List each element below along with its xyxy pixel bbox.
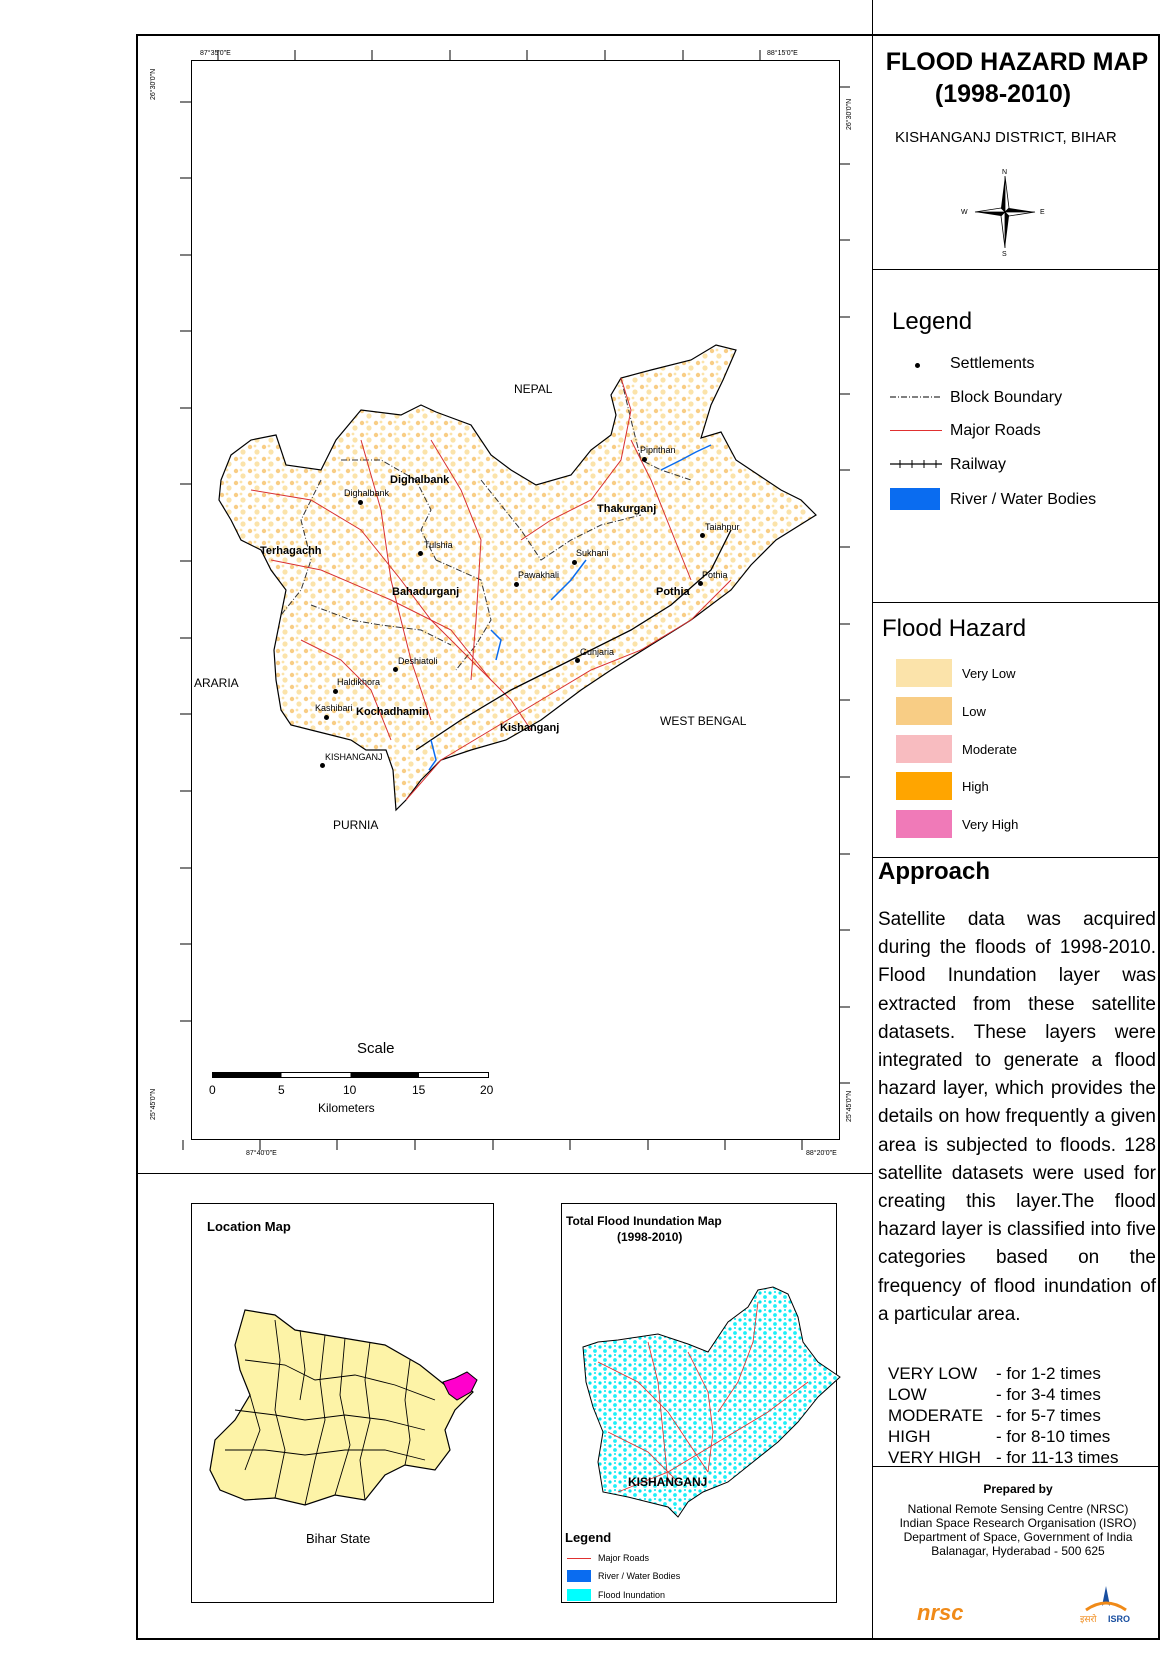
- scale-tick: 10: [343, 1083, 357, 1097]
- svg-text:ISRO: ISRO: [1108, 1614, 1131, 1624]
- settlement-dot: [572, 560, 577, 565]
- legend-label: Block Boundary: [950, 389, 1063, 406]
- block-pothia: Pothia: [656, 586, 690, 598]
- category-row: [888, 1385, 1101, 1405]
- class-label-very-low: Very Low: [962, 666, 1016, 681]
- coord-top-right: 88°15'0"E: [767, 50, 798, 57]
- coord-right-bottom: 25°45'0"N: [846, 1090, 853, 1122]
- block-kishanganj: Kishanganj: [500, 722, 560, 734]
- blue-box-icon: [567, 1570, 591, 1582]
- category-row: [888, 1427, 1110, 1447]
- settlement-dighalbank: Dighalbank: [344, 488, 390, 498]
- category-freq: - for 1-2 times: [996, 1364, 1101, 1383]
- settlement-deshiatoli: Deshiatoli: [398, 656, 438, 666]
- scale-title: Scale: [357, 1040, 395, 1057]
- dot-icon: [915, 363, 920, 368]
- approach-heading: Approach: [878, 858, 991, 885]
- category-name: LOW: [888, 1385, 927, 1404]
- location-map-title: Location Map: [207, 1219, 291, 1234]
- settlement-haldikhora: Haldikhora: [337, 677, 381, 687]
- north-arrow-icon: [955, 166, 1055, 256]
- cyan-box-icon: [567, 1589, 591, 1601]
- category-name: MODERATE: [888, 1406, 984, 1425]
- inundation-map-period: (1998-2010): [617, 1230, 683, 1244]
- settlement-dot: [514, 582, 519, 587]
- settlement-dot: [320, 763, 325, 768]
- flood-hazard-heading: Flood Hazard: [882, 615, 1027, 642]
- scale-bar: [212, 1072, 489, 1078]
- legend-label: Major Roads: [950, 422, 1041, 439]
- bihar-state-map: [205, 1300, 485, 1510]
- inundation-map-title: Total Flood Inundation Map: [566, 1214, 722, 1228]
- settlement-pawakhali: Pawakhali: [518, 570, 560, 580]
- settlement-sukhani: Sukhani: [576, 548, 609, 558]
- prepared-line: Balanagar, Hyderabad - 500 625: [931, 1544, 1105, 1558]
- dash-dot-line-icon: [890, 395, 942, 399]
- swatch-low: [896, 697, 952, 725]
- category-row: [888, 1364, 1101, 1384]
- settlement-dot: [642, 457, 647, 462]
- red-line-icon: [890, 430, 942, 431]
- category-freq: - for 11-13 times: [996, 1448, 1119, 1467]
- settlement-tulshia: Tulshia: [424, 540, 453, 550]
- railway-line-icon: [890, 459, 942, 469]
- scale-tick: 15: [412, 1083, 426, 1097]
- settlement-piprithan: Piprithan: [640, 445, 676, 455]
- settlement-dot: [358, 500, 363, 505]
- swatch-high: [896, 772, 952, 800]
- inundation-map-label: KISHANGANJ: [628, 1475, 708, 1489]
- settlement-kishanganj: KISHANGANJ: [325, 752, 383, 762]
- swatch-very-high: [896, 810, 952, 838]
- inundation-legend-label: Major Roads: [598, 1553, 650, 1563]
- settlement-dot: [393, 667, 398, 672]
- prepared-line: National Remote Sensing Centre (NRSC): [907, 1502, 1129, 1516]
- block-terhagachh: Terhagachh: [260, 545, 322, 557]
- class-label-moderate: Moderate: [962, 742, 1017, 757]
- block-dighalbank: Dighalbank: [390, 474, 450, 486]
- prepared-line: Indian Space Research Organisation (ISRO): [899, 1516, 1137, 1530]
- map-period: (1998-2010): [934, 80, 1072, 108]
- coord-top-left: 87°35'0"E: [200, 50, 231, 57]
- label-nepal: NEPAL: [514, 382, 553, 396]
- category-freq: - for 5-7 times: [996, 1406, 1101, 1425]
- coord-bottom-right: 88°20'0"E: [806, 1150, 837, 1157]
- category-name: VERY HIGH: [888, 1448, 981, 1467]
- district-name: KISHANGANJ DISTRICT, BIHAR: [895, 129, 1117, 146]
- coord-left-top: 26°30'0"N: [150, 68, 157, 100]
- bottom-divider: [136, 1173, 873, 1174]
- class-label-very-high: Very High: [962, 817, 1019, 832]
- legend-label: River / Water Bodies: [950, 491, 1097, 508]
- svg-text:इसरो: इसरो: [1080, 1614, 1097, 1624]
- class-label-high: High: [962, 779, 989, 794]
- prepared-heading: Prepared by: [983, 1482, 1053, 1496]
- location-map-caption: Bihar State: [306, 1531, 371, 1546]
- block-thakurganj: Thakurganj: [597, 503, 657, 515]
- settlement-dot: [575, 658, 580, 663]
- blue-box-icon: [890, 488, 940, 510]
- scale-tick: 0: [209, 1083, 216, 1097]
- settlement-gunjaria: Gunjaria: [580, 647, 615, 657]
- inundation-legend-heading: Legend: [565, 1530, 612, 1545]
- panel-sep-2: [872, 602, 1160, 603]
- district-map: [191, 60, 840, 1140]
- category-freq: - for 8-10 times: [996, 1427, 1111, 1446]
- east-label: E: [1040, 209, 1045, 216]
- legend-label: Railway: [950, 456, 1007, 473]
- isro-logo-icon: [1076, 1584, 1136, 1624]
- settlement-kashibari: Kashibari: [315, 703, 353, 713]
- category-row: [888, 1406, 1101, 1426]
- legend-label: Settlements: [950, 355, 1035, 372]
- block-kochadhamin: Kochadhamin: [356, 706, 429, 718]
- nrsc-logo: nrsc: [917, 1600, 964, 1625]
- coord-bottom-left: 87°40'0"E: [246, 1150, 277, 1157]
- prepared-line: Department of Space, Government of India: [903, 1530, 1133, 1544]
- scale-tick: 5: [278, 1083, 285, 1097]
- west-label: W: [961, 209, 968, 216]
- category-name: VERY LOW: [888, 1364, 978, 1383]
- map-title: FLOOD HAZARD MAP: [885, 48, 1149, 76]
- settlement-dot: [324, 715, 329, 720]
- approach-text: Satellite data was acquired during the floods of 1998-2010. Flood Inundation layer was extracted from these satellite datasets. These layers were integrated to generate a flood hazard layer, which provides the details on how frequently a given area is subjected to floods. 128 satellite datasets were used for creating this layer.The flood hazard layer is classified into five categories based on the frequency of flood inundation of a particular area.: [878, 909, 1156, 1325]
- block-bahadurganj: Bahadurganj: [392, 586, 460, 598]
- category-row: [888, 1448, 1119, 1468]
- legend-heading: Legend: [892, 308, 973, 335]
- panel-sep-1: [872, 269, 1160, 270]
- category-name: HIGH: [888, 1427, 931, 1446]
- swatch-moderate: [896, 735, 952, 763]
- coord-right-top: 26°30'0"N: [846, 98, 853, 130]
- south-label: S: [1002, 251, 1007, 256]
- inundation-legend-label: Flood Inundation: [598, 1590, 666, 1600]
- inundation-district-map: [578, 1282, 848, 1522]
- label-west-bengal: WEST BENGAL: [660, 714, 747, 728]
- settlement-dot: [418, 551, 423, 556]
- settlement-taiahpur: Taiahpur: [705, 522, 740, 532]
- label-araria: ARARIA: [194, 676, 239, 690]
- coord-left-bottom: 25°45'0"N: [150, 1088, 157, 1120]
- settlement-pothia: Pothia: [702, 570, 728, 580]
- scale-tick: 20: [480, 1083, 494, 1097]
- inundation-legend-label: River / Water Bodies: [598, 1571, 681, 1581]
- panel-divider: [872, 34, 873, 1640]
- red-line-icon: [567, 1558, 591, 1559]
- label-purnia: PURNIA: [333, 818, 379, 832]
- class-label-low: Low: [962, 704, 986, 719]
- settlement-dot: [333, 689, 338, 694]
- swatch-very-low: [896, 659, 952, 687]
- top-divider: [872, 0, 873, 34]
- settlement-dot: [698, 581, 703, 586]
- scale-unit: Kilometers: [318, 1101, 375, 1115]
- north-label: N: [1002, 169, 1008, 176]
- category-freq: - for 3-4 times: [996, 1385, 1101, 1404]
- settlement-dot: [700, 533, 705, 538]
